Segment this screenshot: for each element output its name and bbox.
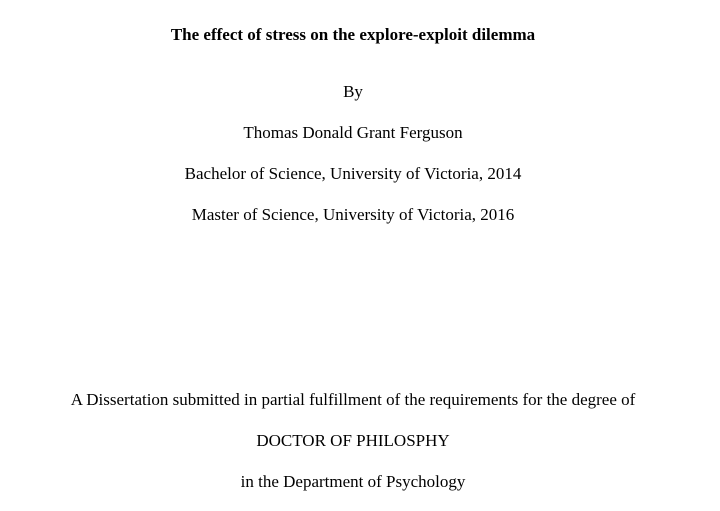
degree-name: DOCTOR OF PHILOSPHY	[256, 431, 450, 450]
department-name: in the Department of Psychology	[240, 472, 466, 491]
by-label: By	[343, 82, 363, 101]
prior-degree-bachelor: Bachelor of Science, University of Victoria, 2014	[184, 164, 522, 183]
prior-degree-master: Master of Science, University of Victoria, 2016	[191, 205, 515, 224]
dissertation-title: The effect of stress on the explore-exploit dilemma	[170, 25, 536, 44]
author-name: Thomas Donald Grant Ferguson	[243, 123, 463, 142]
submission-statement: A Dissertation submitted in partial fulfillment of the requirements for the degree of	[70, 390, 636, 409]
